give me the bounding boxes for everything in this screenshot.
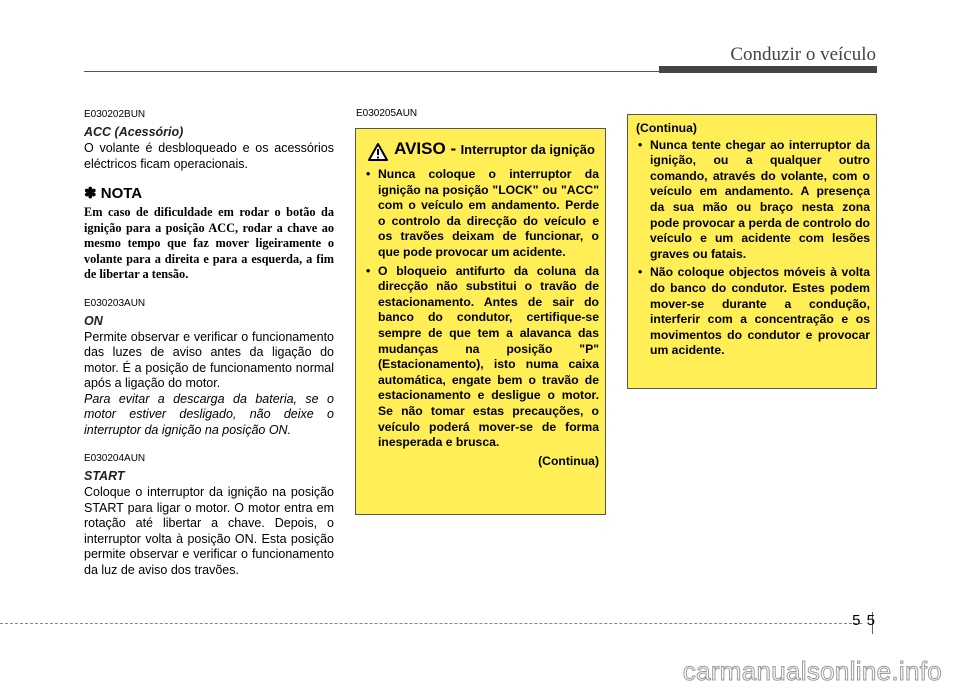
section-title-acc: ACC (Acessório) — [84, 125, 184, 139]
section-body-acc: O volante é desbloqueado e os acessórios eléctricos ficam operacionais. — [84, 141, 334, 171]
warning-item: • Nunca tente chegar ao interruptor da ignição, ou a qualquer outro comando, através do volante, com o veículo em andamento. A presença da sua mão ou braço nesta zona pode provocar a perda de controlo do veículo e um acidente com lesões graves ou fatais. — [638, 137, 870, 261]
nota-body: Em caso de dificuldade em rodar o botão da ignição para a posição ACC, rodar a chave ao mesmo tempo que faz mover ligeiramente o volante para a direita e para a esquerda, a fim de libertar a tensão. — [84, 205, 334, 281]
section-title-start: START — [84, 469, 125, 483]
warning-item: • O bloqueio antifurto da coluna da direcção não substitui o travão de estacionamento. Antes de sair do banco do condutor, certifique-se sempre de que tem a alavanca das mudanças na posição "P" (Estacionamento), isto numa caixa automática, engate bem o travão de estacionamento e desligue o motor. Se não tomar estas precauções, o veículo poderá mover-se de forma inesperada e brusca. — [366, 263, 599, 450]
section-body-on: Permite observar e verificar o funcionamento das luzes de aviso antes da ligação do motor. É a posição de funcionamento normal após a ligação do motor. — [84, 329, 334, 390]
section-italic-on: Para evitar a descarga da bateria, se o motor estiver desligado, não deixe o interruptor da ignição na posição ON. — [84, 391, 334, 437]
warning-subtitle: Interruptor da ignição — [460, 142, 595, 157]
watermark: carmanualsonline.info — [682, 656, 942, 686]
section-code-acc: E030202BUN — [84, 109, 146, 120]
section-code-warning: E030205AUN — [356, 108, 418, 119]
warning-item: • Nunca coloque o interruptor da ignição na posição "LOCK" ou "ACC" com o veículo em andamento. Perde o controlo da direcção do veículo e os travões deixam de funcionar, o que pode provocar um acidente. — [366, 167, 599, 259]
warning-box — [355, 128, 606, 515]
continued-label: (Continua) — [636, 121, 697, 135]
asterisk-icon: ✽ — [84, 185, 97, 202]
warning-title-label: AVISO - — [394, 139, 457, 158]
section-body-start: Coloque o interruptor da ignição na posição START para ligar o motor. O motor entra em rotação até libertar a chave. Depois, o interruptor volta à posição ON. Esta posição permite observar e verificar o funcionamento da luz de aviso dos travões. — [84, 485, 334, 577]
warning-triangle-icon — [368, 143, 388, 161]
page-header-title: Conduzir o veículo — [730, 44, 876, 65]
nota-heading — [84, 184, 334, 202]
nota-label: NOTA — [100, 185, 143, 202]
section-code-start: E030204AUN — [84, 453, 146, 464]
left-column — [84, 108, 334, 578]
warning-item: • Não coloque objectos móveis à volta do banco do condutor. Estes podem mover-se durante a condução, interferir com a concentração e os movimentos do condutor e provocar um acidente. — [638, 265, 870, 358]
section-code-on: E030203AUN — [84, 297, 146, 309]
page-number: 5 5 — [852, 612, 876, 629]
warning-title — [364, 139, 599, 161]
header-rule-thin — [84, 71, 659, 72]
continue-label: (Continua) — [538, 453, 599, 468]
footer-dashed-rule — [0, 623, 862, 624]
section-title-on: ON — [84, 313, 103, 328]
warning-box-continued — [627, 114, 877, 389]
header-rule-thick — [659, 66, 877, 73]
